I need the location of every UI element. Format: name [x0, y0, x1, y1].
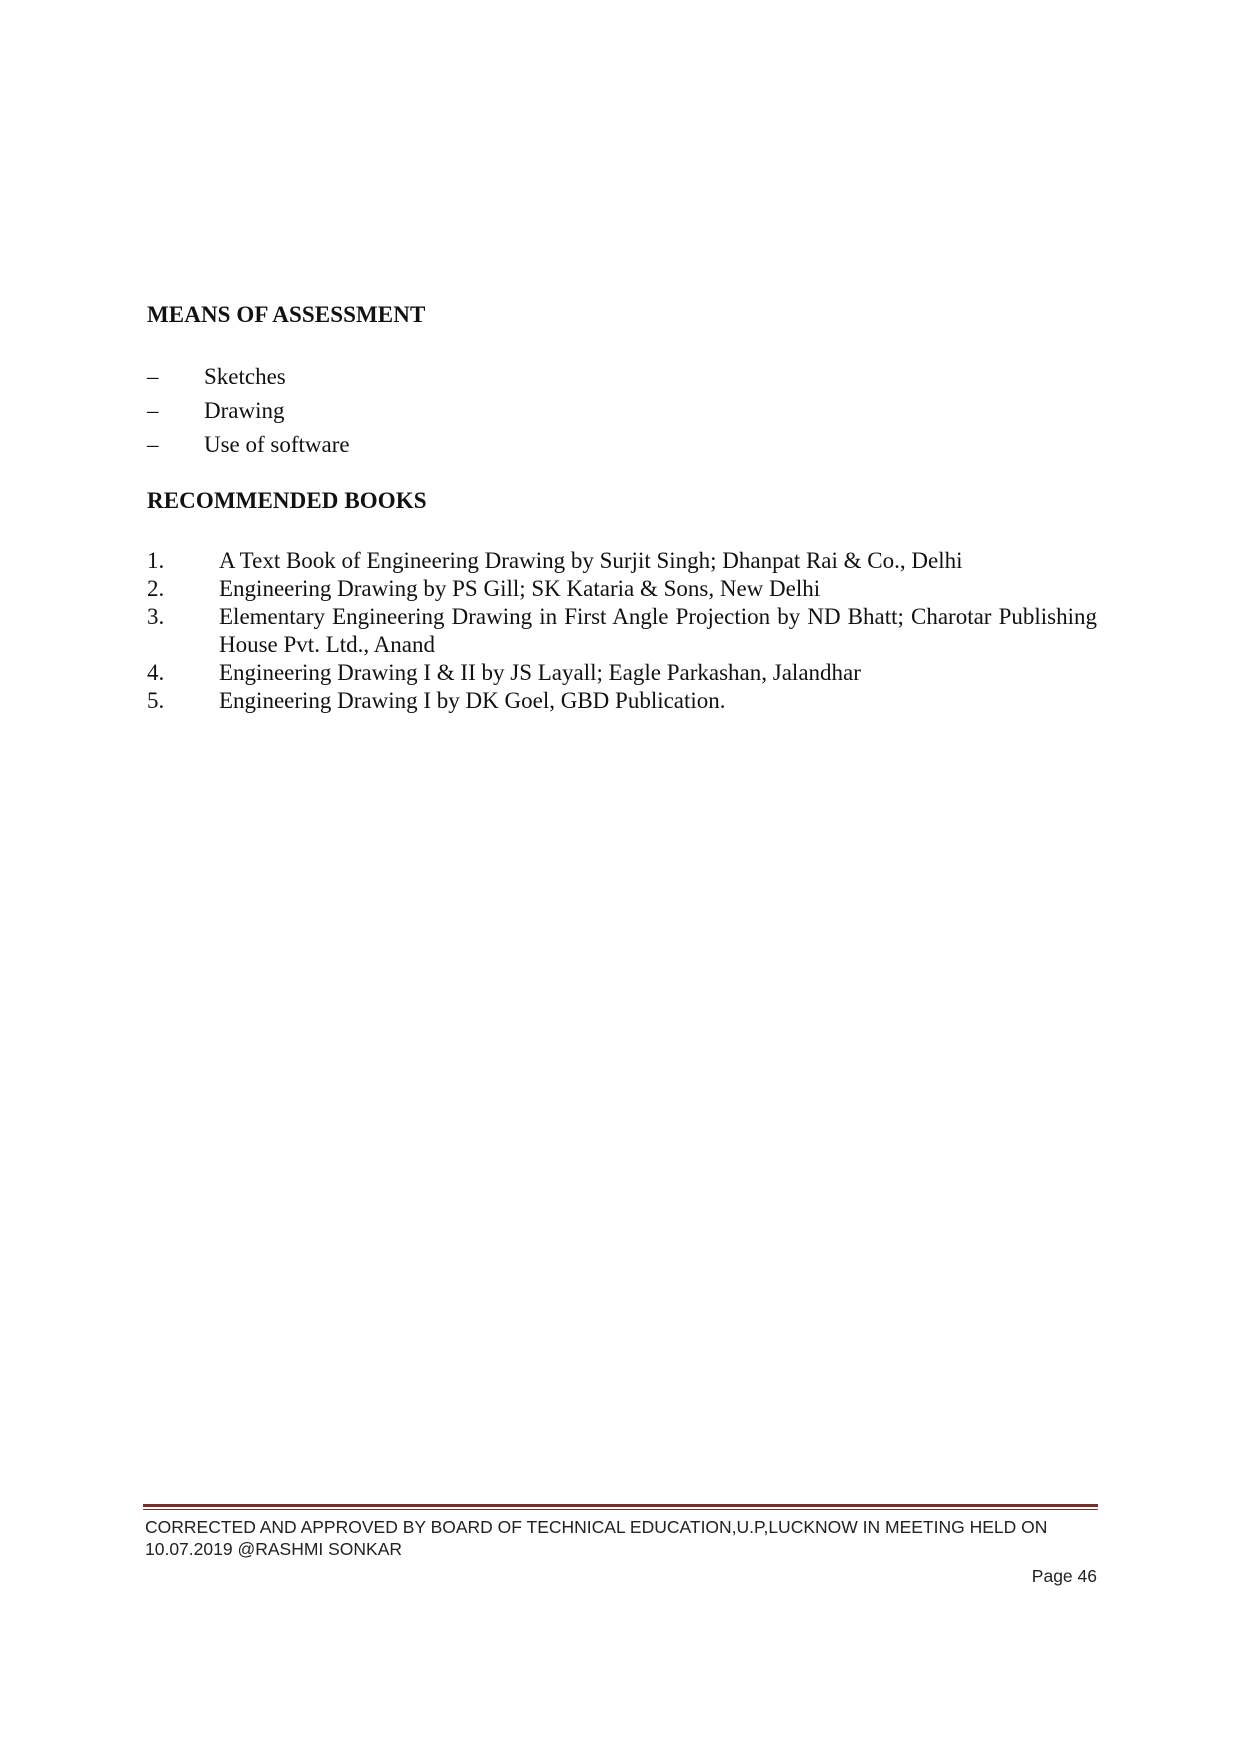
dash-bullet: –	[147, 432, 159, 457]
dash-bullet: –	[147, 398, 159, 423]
books-list	[147, 547, 1097, 715]
recommended-books-heading: RECOMMENDED BOOKS	[147, 488, 427, 513]
list-item	[147, 575, 1097, 603]
book-entry: Elementary Engineering Drawing in First Angle Projection by ND Bhatt; Charotar Publishing House Pvt. Ltd., Anand	[219, 604, 1097, 657]
assessment-item-software: Use of software	[204, 432, 350, 457]
book-entry: A Text Book of Engineering Drawing by Surjit Singh; Dhanpat Rai & Co., Delhi	[219, 548, 963, 573]
footer-divider-thin	[143, 1509, 1098, 1510]
list-item	[147, 603, 1097, 659]
page-number: Page 46	[1031, 1566, 1097, 1586]
footer-approval-note: CORRECTED AND APPROVED BY BOARD OF TECHNICAL EDUCATION,U.P,LUCKNOW IN MEETING HELD ON 10.07.2019 @RASHMI SONKAR	[145, 1517, 1048, 1559]
means-of-assessment-heading: MEANS OF ASSESSMENT	[147, 302, 426, 327]
book-entry: Engineering Drawing I by DK Goel, GBD Publication.	[219, 688, 726, 713]
assessment-item-sketches: Sketches	[204, 364, 286, 389]
list-item	[147, 687, 1097, 715]
book-entry: Engineering Drawing I & II by JS Layall; Eagle Parkashan, Jalandhar	[219, 660, 861, 685]
book-entry: Engineering Drawing by PS Gill; SK Kataria & Sons, New Delhi	[219, 576, 821, 601]
footer-divider-thick	[143, 1504, 1098, 1507]
list-number: 4.	[147, 660, 165, 685]
list-item	[147, 659, 1097, 687]
assessment-item-drawing: Drawing	[204, 398, 285, 423]
list-number: 5.	[147, 688, 165, 713]
list-number: 3.	[147, 604, 165, 629]
dash-bullet: –	[147, 364, 159, 389]
list-number: 1.	[147, 548, 165, 573]
list-item	[147, 547, 1097, 575]
list-number: 2.	[147, 576, 165, 601]
